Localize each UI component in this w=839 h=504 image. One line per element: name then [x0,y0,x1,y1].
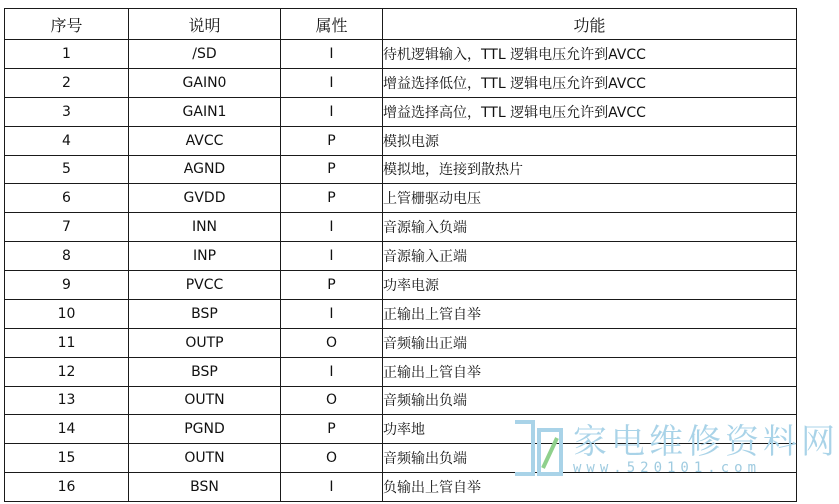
pin-function: 上管栅驱动电压 [383,184,797,213]
pin-attribute: P [281,126,383,155]
pin-function: 模拟电源 [383,126,797,155]
pin-attribute: I [281,40,383,69]
pin-name: GAIN1 [129,97,281,126]
pin-function: 音频输出正端 [383,328,797,357]
pin-function: 音频输出负端 [383,444,797,473]
table-row [5,242,797,271]
table-row [5,328,797,357]
pin-number: 16 [5,473,129,502]
pin-function: 负输出上管自举 [383,473,797,502]
pin-number: 7 [5,213,129,242]
pin-attribute: P [281,155,383,184]
pin-name: OUTN [129,444,281,473]
table-row [5,40,797,69]
pin-name: GAIN0 [129,68,281,97]
table-row [5,126,797,155]
header-func: 功能 [383,9,797,40]
pin-number: 14 [5,415,129,444]
watermark-title: 家电维修资料网 [573,422,839,462]
pin-attribute: I [281,473,383,502]
pin-name: GVDD [129,184,281,213]
pin-name: OUTN [129,386,281,415]
pin-attribute: O [281,328,383,357]
pin-attribute: I [281,299,383,328]
pin-attribute: I [281,97,383,126]
pin-name: AGND [129,155,281,184]
pin-number: 8 [5,242,129,271]
pin-name: INP [129,242,281,271]
pin-number: 13 [5,386,129,415]
pin-number: 15 [5,444,129,473]
pin-attribute: I [281,242,383,271]
pin-attribute: I [281,213,383,242]
pin-function: 功率电源 [383,271,797,300]
table-row [5,97,797,126]
header-desc: 说明 [129,9,281,40]
pin-number: 2 [5,68,129,97]
pin-name: /SD [129,40,281,69]
table-row [5,68,797,97]
table-row [5,357,797,386]
pin-function: 正输出上管自举 [383,357,797,386]
pin-function: 正输出上管自举 [383,299,797,328]
pin-number: 4 [5,126,129,155]
pin-function: 增益选择高位，TTL 逻辑电压允许到AVCC [383,97,797,126]
pin-function: 待机逻辑输入，TTL 逻辑电压允许到AVCC [383,40,797,69]
pin-number: 10 [5,299,129,328]
pin-table [4,8,797,502]
pin-function: 模拟地，连接到散热片 [383,155,797,184]
pin-name: AVCC [129,126,281,155]
pin-attribute: I [281,357,383,386]
table-row [5,386,797,415]
pin-name: INN [129,213,281,242]
pin-name: PGND [129,415,281,444]
table-body [5,40,797,502]
header-num: 序号 [5,9,129,40]
header-attr: 属性 [281,9,383,40]
watermark-url: www.520101.com [573,460,762,476]
table-row [5,415,797,444]
pin-number: 12 [5,357,129,386]
table-row [5,155,797,184]
pin-name: PVCC [129,271,281,300]
pin-name: BSP [129,357,281,386]
pin-name: BSP [129,299,281,328]
header-row [5,9,797,40]
pin-number: 6 [5,184,129,213]
pin-name: BSN [129,473,281,502]
table-row [5,184,797,213]
pin-function: 功率地 [383,415,797,444]
pin-attribute: O [281,386,383,415]
pin-attribute: P [281,415,383,444]
pin-number: 1 [5,40,129,69]
table-row [5,444,797,473]
pin-function: 音源输入正端 [383,242,797,271]
table-row [5,271,797,300]
table-row [5,473,797,502]
pin-function: 音频输出负端 [383,386,797,415]
pin-number: 5 [5,155,129,184]
pin-attribute: I [281,68,383,97]
pin-number: 3 [5,97,129,126]
table-row [5,299,797,328]
pin-number: 11 [5,328,129,357]
table-row [5,213,797,242]
pin-function: 音源输入负端 [383,213,797,242]
pin-attribute: P [281,184,383,213]
pin-function: 增益选择低位，TTL 逻辑电压允许到AVCC [383,68,797,97]
pin-attribute: P [281,271,383,300]
pin-number: 9 [5,271,129,300]
pin-name: OUTP [129,328,281,357]
pin-attribute: O [281,444,383,473]
